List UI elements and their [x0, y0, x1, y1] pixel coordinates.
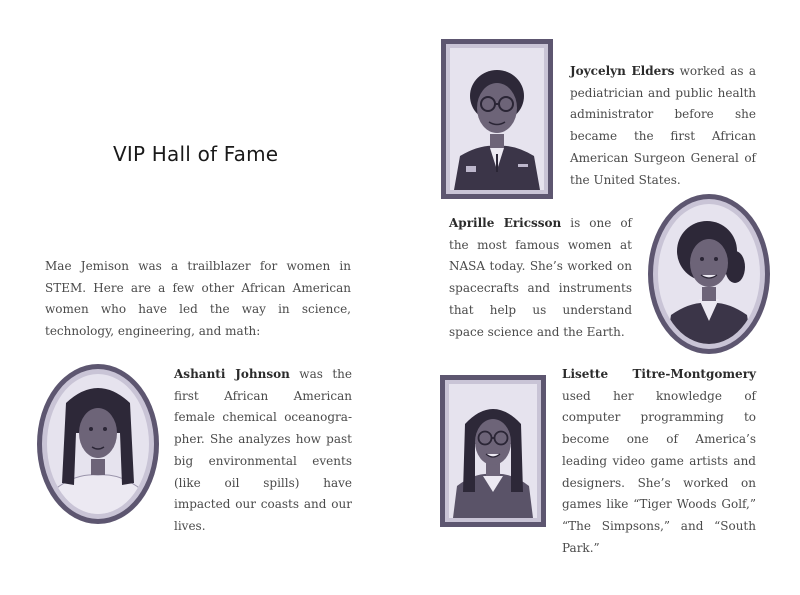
joycelyn-elders-portrait	[440, 38, 554, 200]
lisette-titre-montgomery-name: Lisette Titre-Montgomery	[562, 367, 756, 381]
lisette-titre-montgomery-bio	[562, 364, 756, 559]
aprille-ericsson-bio	[449, 213, 632, 343]
lisette-titre-montgomery-portrait	[439, 374, 547, 528]
lisette-titre-montgomery-text: used her knowledge of computer programming to become one of America’s leading video game artists and designers. She’s worked on games like “Tiger Woods Golf,” “The Simpsons,” and “South Park.”	[562, 388, 756, 555]
aprille-ericsson-portrait	[647, 193, 771, 355]
ashanti-johnson-name: Ashanti Johnson	[174, 367, 290, 381]
aprille-ericsson-name: Aprille Ericsson	[449, 216, 562, 230]
joycelyn-elders-bio	[570, 61, 756, 191]
joycelyn-elders-text: worked as a pediatrician and public health administrator before she became the first African American Surgeon General of the United States.	[570, 64, 756, 187]
intro-paragraph: Mae Jemison was a trailblazer for women in STEM. Here are a few other African American women who have led the way in science, technology, engineering, and math:	[45, 259, 351, 339]
joycelyn-elders-name: Joycelyn Elders	[570, 64, 675, 78]
aprille-ericsson-text: is one of the most famous women at NASA today. She’s worked on spacecrafts and instruments that help us understand space science and the Earth.	[449, 216, 632, 339]
page-title: VIP Hall of Fame	[113, 142, 279, 166]
ashanti-johnson-bio	[174, 364, 352, 538]
ashanti-johnson-portrait	[36, 363, 160, 525]
ashanti-johnson-text: was the first African American female chemical oceanographer. She analyzes how past big environmental events (like oil spills) have impacted our coasts and our lives.	[174, 367, 353, 533]
